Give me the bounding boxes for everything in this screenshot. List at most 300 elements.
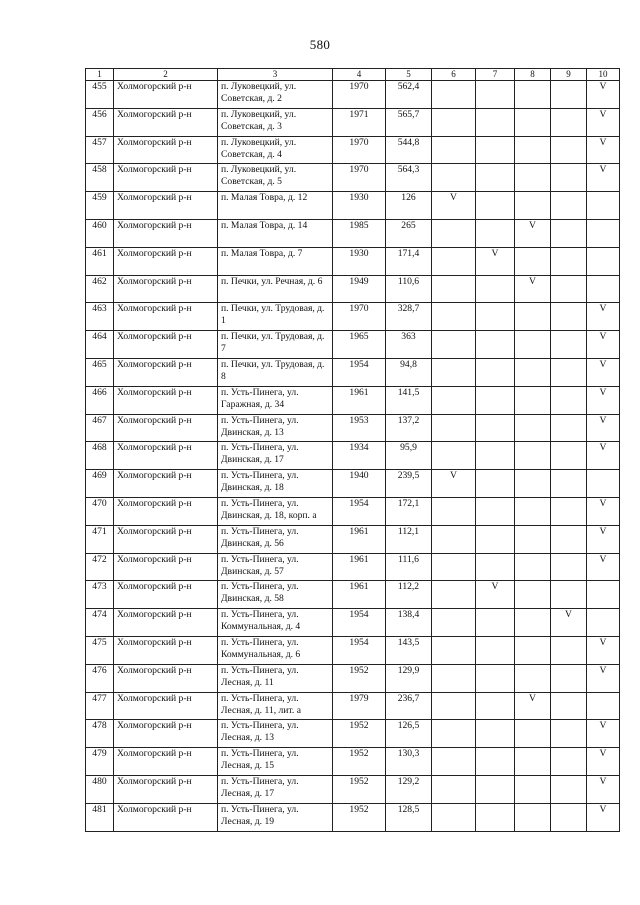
year-cell: 1971 bbox=[333, 108, 386, 136]
year-cell: 1953 bbox=[333, 414, 386, 442]
mark-col-8 bbox=[515, 358, 551, 386]
district-cell: Холмогорский р-н bbox=[114, 609, 218, 637]
area-cell: 239,5 bbox=[386, 470, 432, 498]
mark-col-9 bbox=[551, 247, 587, 275]
year-cell: 1952 bbox=[333, 748, 386, 776]
district-cell: Холмогорский р-н bbox=[114, 775, 218, 803]
mark-col-7: V bbox=[476, 581, 515, 609]
mark-col-8: V bbox=[515, 275, 551, 303]
area-cell: 128,5 bbox=[386, 803, 432, 831]
year-cell: 1952 bbox=[333, 664, 386, 692]
mark-col-6 bbox=[432, 303, 476, 331]
area-cell: 565,7 bbox=[386, 108, 432, 136]
address-cell: п. Усть-Пинега, ул. Коммунальная, д. 4 bbox=[218, 609, 333, 637]
table-row bbox=[86, 553, 620, 581]
page-number: 580 bbox=[309, 37, 331, 52]
mark-col-8 bbox=[515, 164, 551, 192]
mark-col-7 bbox=[476, 108, 515, 136]
area-cell: 141,5 bbox=[386, 386, 432, 414]
row-number: 462 bbox=[86, 275, 114, 303]
district-cell: Холмогорский р-н bbox=[114, 386, 218, 414]
mark-col-8 bbox=[515, 247, 551, 275]
table-row bbox=[86, 470, 620, 498]
district-cell: Холмогорский р-н bbox=[114, 720, 218, 748]
row-number: 458 bbox=[86, 164, 114, 192]
district-cell: Холмогорский р-н bbox=[114, 81, 218, 109]
column-header-3: 3 bbox=[218, 69, 333, 81]
mark-col-9 bbox=[551, 775, 587, 803]
table-row bbox=[86, 247, 620, 275]
mark-col-6 bbox=[432, 386, 476, 414]
mark-col-6 bbox=[432, 609, 476, 637]
row-number: 470 bbox=[86, 497, 114, 525]
district-cell: Холмогорский р-н bbox=[114, 581, 218, 609]
row-number: 463 bbox=[86, 303, 114, 331]
address-cell: п. Луковецкий, ул. Советская, д. 3 bbox=[218, 108, 333, 136]
district-cell: Холмогорский р-н bbox=[114, 108, 218, 136]
mark-col-9 bbox=[551, 581, 587, 609]
mark-col-10: V bbox=[587, 720, 620, 748]
row-number: 476 bbox=[86, 664, 114, 692]
address-cell: п. Усть-Пинега, ул. Лесная, д. 15 bbox=[218, 748, 333, 776]
mark-col-10: V bbox=[587, 358, 620, 386]
mark-col-9 bbox=[551, 470, 587, 498]
area-cell: 172,1 bbox=[386, 497, 432, 525]
mark-col-8 bbox=[515, 470, 551, 498]
area-cell: 129,2 bbox=[386, 775, 432, 803]
mark-col-10: V bbox=[587, 525, 620, 553]
area-cell: 110,6 bbox=[386, 275, 432, 303]
area-cell: 562,4 bbox=[386, 81, 432, 109]
year-cell: 1979 bbox=[333, 692, 386, 720]
row-number: 461 bbox=[86, 247, 114, 275]
mark-col-6 bbox=[432, 497, 476, 525]
year-cell: 1961 bbox=[333, 581, 386, 609]
table-row bbox=[86, 775, 620, 803]
mark-col-10 bbox=[587, 219, 620, 247]
mark-col-9 bbox=[551, 108, 587, 136]
address-cell: п. Печки, ул. Трудовая, д. 1 bbox=[218, 303, 333, 331]
district-cell: Холмогорский р-н bbox=[114, 442, 218, 470]
row-number: 478 bbox=[86, 720, 114, 748]
mark-col-8 bbox=[515, 803, 551, 831]
mark-col-10: V bbox=[587, 497, 620, 525]
mark-col-7 bbox=[476, 386, 515, 414]
mark-col-10: V bbox=[587, 164, 620, 192]
mark-col-8 bbox=[515, 192, 551, 220]
address-cell: п. Малая Товра, д. 12 bbox=[218, 192, 333, 220]
mark-col-8 bbox=[515, 497, 551, 525]
mark-col-8 bbox=[515, 748, 551, 776]
mark-col-9 bbox=[551, 720, 587, 748]
mark-col-9 bbox=[551, 81, 587, 109]
address-cell: п. Усть-Пинега, ул. Двинская, д. 13 bbox=[218, 414, 333, 442]
mark-col-6 bbox=[432, 692, 476, 720]
area-cell: 126,5 bbox=[386, 720, 432, 748]
mark-col-9 bbox=[551, 497, 587, 525]
row-number: 479 bbox=[86, 748, 114, 776]
area-cell: 564,3 bbox=[386, 164, 432, 192]
mark-col-10: V bbox=[587, 108, 620, 136]
row-number: 473 bbox=[86, 581, 114, 609]
mark-col-10: V bbox=[587, 442, 620, 470]
address-cell: п. Усть-Пинега, ул. Лесная, д. 11 bbox=[218, 664, 333, 692]
district-cell: Холмогорский р-н bbox=[114, 247, 218, 275]
mark-col-7 bbox=[476, 81, 515, 109]
year-cell: 1965 bbox=[333, 331, 386, 359]
mark-col-8 bbox=[515, 664, 551, 692]
mark-col-7 bbox=[476, 442, 515, 470]
row-number: 468 bbox=[86, 442, 114, 470]
year-cell: 1954 bbox=[333, 636, 386, 664]
address-cell: п. Луковецкий, ул. Советская, д. 5 bbox=[218, 164, 333, 192]
table-body bbox=[86, 81, 620, 832]
district-cell: Холмогорский р-н bbox=[114, 136, 218, 164]
mark-col-10: V bbox=[587, 553, 620, 581]
mark-col-10: V bbox=[587, 803, 620, 831]
mark-col-9 bbox=[551, 303, 587, 331]
mark-col-7 bbox=[476, 525, 515, 553]
district-cell: Холмогорский р-н bbox=[114, 164, 218, 192]
table-row bbox=[86, 803, 620, 831]
mark-col-8 bbox=[515, 442, 551, 470]
area-cell: 111,6 bbox=[386, 553, 432, 581]
mark-col-7 bbox=[476, 136, 515, 164]
mark-col-8 bbox=[515, 386, 551, 414]
district-cell: Холмогорский р-н bbox=[114, 636, 218, 664]
mark-col-10 bbox=[587, 275, 620, 303]
district-cell: Холмогорский р-н bbox=[114, 275, 218, 303]
mark-col-8 bbox=[515, 581, 551, 609]
row-number: 472 bbox=[86, 553, 114, 581]
table-row bbox=[86, 108, 620, 136]
district-cell: Холмогорский р-н bbox=[114, 358, 218, 386]
table-row bbox=[86, 636, 620, 664]
mark-col-6 bbox=[432, 108, 476, 136]
area-cell: 143,5 bbox=[386, 636, 432, 664]
table-row bbox=[86, 358, 620, 386]
mark-col-9 bbox=[551, 136, 587, 164]
area-cell: 126 bbox=[386, 192, 432, 220]
table-row bbox=[86, 136, 620, 164]
area-cell: 112,2 bbox=[386, 581, 432, 609]
area-cell: 138,4 bbox=[386, 609, 432, 637]
row-number: 475 bbox=[86, 636, 114, 664]
table-row bbox=[86, 525, 620, 553]
address-cell: п. Малая Товра, д. 7 bbox=[218, 247, 333, 275]
mark-col-7 bbox=[476, 775, 515, 803]
mark-col-8: V bbox=[515, 692, 551, 720]
mark-col-9 bbox=[551, 164, 587, 192]
housing-registry-table bbox=[85, 68, 620, 832]
address-cell: п. Усть-Пинега, ул. Двинская, д. 57 bbox=[218, 553, 333, 581]
mark-col-7 bbox=[476, 303, 515, 331]
mark-col-6 bbox=[432, 331, 476, 359]
year-cell: 1930 bbox=[333, 192, 386, 220]
row-number: 460 bbox=[86, 219, 114, 247]
mark-col-7 bbox=[476, 219, 515, 247]
row-number: 477 bbox=[86, 692, 114, 720]
address-cell: п. Усть-Пинега, ул. Лесная, д. 19 bbox=[218, 803, 333, 831]
year-cell: 1930 bbox=[333, 247, 386, 275]
row-number: 464 bbox=[86, 331, 114, 359]
mark-col-6 bbox=[432, 247, 476, 275]
area-cell: 112,1 bbox=[386, 525, 432, 553]
address-cell: п. Печки, ул. Трудовая, д. 8 bbox=[218, 358, 333, 386]
mark-col-7 bbox=[476, 664, 515, 692]
mark-col-7 bbox=[476, 331, 515, 359]
mark-col-6 bbox=[432, 164, 476, 192]
mark-col-9 bbox=[551, 192, 587, 220]
table-row bbox=[86, 664, 620, 692]
mark-col-7: V bbox=[476, 247, 515, 275]
mark-col-8 bbox=[515, 525, 551, 553]
mark-col-8 bbox=[515, 553, 551, 581]
table-row bbox=[86, 219, 620, 247]
area-cell: 328,7 bbox=[386, 303, 432, 331]
mark-col-7 bbox=[476, 470, 515, 498]
year-cell: 1940 bbox=[333, 470, 386, 498]
mark-col-9 bbox=[551, 803, 587, 831]
mark-col-7 bbox=[476, 692, 515, 720]
year-cell: 1954 bbox=[333, 609, 386, 637]
table-row bbox=[86, 192, 620, 220]
address-cell: п. Малая Товра, д. 14 bbox=[218, 219, 333, 247]
mark-col-6: V bbox=[432, 470, 476, 498]
address-cell: п. Усть-Пинега, ул. Двинская, д. 17 bbox=[218, 442, 333, 470]
mark-col-7 bbox=[476, 748, 515, 776]
district-cell: Холмогорский р-н bbox=[114, 497, 218, 525]
area-cell: 137,2 bbox=[386, 414, 432, 442]
row-number: 466 bbox=[86, 386, 114, 414]
mark-col-9 bbox=[551, 358, 587, 386]
mark-col-8 bbox=[515, 331, 551, 359]
mark-col-7 bbox=[476, 803, 515, 831]
year-cell: 1954 bbox=[333, 358, 386, 386]
table-row bbox=[86, 164, 620, 192]
table-row bbox=[86, 81, 620, 109]
row-number: 467 bbox=[86, 414, 114, 442]
area-cell: 95,9 bbox=[386, 442, 432, 470]
year-cell: 1954 bbox=[333, 497, 386, 525]
mark-col-10 bbox=[587, 470, 620, 498]
mark-col-6 bbox=[432, 442, 476, 470]
row-number: 474 bbox=[86, 609, 114, 637]
address-cell: п. Усть-Пинега, ул. Лесная, д. 13 bbox=[218, 720, 333, 748]
mark-col-9 bbox=[551, 692, 587, 720]
mark-col-7 bbox=[476, 358, 515, 386]
mark-col-6 bbox=[432, 748, 476, 776]
address-cell: п. Печки, ул. Трудовая, д. 7 bbox=[218, 331, 333, 359]
district-cell: Холмогорский р-н bbox=[114, 219, 218, 247]
district-cell: Холмогорский р-н bbox=[114, 414, 218, 442]
address-cell: п. Усть-Пинега, ул. Коммунальная, д. 6 bbox=[218, 636, 333, 664]
mark-col-6 bbox=[432, 720, 476, 748]
mark-col-9 bbox=[551, 525, 587, 553]
table-row bbox=[86, 275, 620, 303]
year-cell: 1970 bbox=[333, 303, 386, 331]
mark-col-10 bbox=[587, 581, 620, 609]
column-header-4: 4 bbox=[333, 69, 386, 81]
year-cell: 1961 bbox=[333, 525, 386, 553]
area-cell: 171,4 bbox=[386, 247, 432, 275]
table-header bbox=[86, 69, 620, 81]
address-cell: п. Усть-Пинега, ул. Двинская, д. 18, корп. а bbox=[218, 497, 333, 525]
mark-col-6 bbox=[432, 81, 476, 109]
row-number: 465 bbox=[86, 358, 114, 386]
mark-col-6 bbox=[432, 525, 476, 553]
area-cell: 130,3 bbox=[386, 748, 432, 776]
district-cell: Холмогорский р-н bbox=[114, 470, 218, 498]
address-cell: п. Луковецкий, ул. Советская, д. 4 bbox=[218, 136, 333, 164]
table-row bbox=[86, 442, 620, 470]
mark-col-8 bbox=[515, 303, 551, 331]
row-number: 480 bbox=[86, 775, 114, 803]
mark-col-7 bbox=[476, 164, 515, 192]
mark-col-9 bbox=[551, 386, 587, 414]
mark-col-10: V bbox=[587, 81, 620, 109]
district-cell: Холмогорский р-н bbox=[114, 331, 218, 359]
table-row bbox=[86, 720, 620, 748]
mark-col-6 bbox=[432, 553, 476, 581]
mark-col-9 bbox=[551, 748, 587, 776]
mark-col-6: V bbox=[432, 192, 476, 220]
mark-col-9 bbox=[551, 636, 587, 664]
area-cell: 363 bbox=[386, 331, 432, 359]
year-cell: 1952 bbox=[333, 775, 386, 803]
mark-col-7 bbox=[476, 414, 515, 442]
mark-col-10 bbox=[587, 609, 620, 637]
year-cell: 1949 bbox=[333, 275, 386, 303]
mark-col-6 bbox=[432, 803, 476, 831]
row-number: 471 bbox=[86, 525, 114, 553]
mark-col-8 bbox=[515, 108, 551, 136]
area-cell: 94,8 bbox=[386, 358, 432, 386]
district-cell: Холмогорский р-н bbox=[114, 664, 218, 692]
address-cell: п. Печки, ул. Речная, д. 6 bbox=[218, 275, 333, 303]
column-number-row bbox=[86, 69, 620, 81]
mark-col-8 bbox=[515, 720, 551, 748]
mark-col-7 bbox=[476, 192, 515, 220]
mark-col-8 bbox=[515, 414, 551, 442]
address-cell: п. Усть-Пинега, ул. Двинская, д. 58 bbox=[218, 581, 333, 609]
mark-col-9 bbox=[551, 275, 587, 303]
address-cell: п. Луковецкий, ул. Советская, д. 2 bbox=[218, 81, 333, 109]
mark-col-8 bbox=[515, 81, 551, 109]
column-header-1: 1 bbox=[86, 69, 114, 81]
table-row bbox=[86, 497, 620, 525]
column-header-5: 5 bbox=[386, 69, 432, 81]
mark-col-9: V bbox=[551, 609, 587, 637]
mark-col-8 bbox=[515, 136, 551, 164]
mark-col-9 bbox=[551, 664, 587, 692]
mark-col-7 bbox=[476, 553, 515, 581]
mark-col-6 bbox=[432, 136, 476, 164]
row-number: 469 bbox=[86, 470, 114, 498]
column-header-7: 7 bbox=[476, 69, 515, 81]
table-row bbox=[86, 609, 620, 637]
table-row bbox=[86, 303, 620, 331]
address-cell: п. Усть-Пинега, ул. Лесная, д. 17 bbox=[218, 775, 333, 803]
mark-col-9 bbox=[551, 414, 587, 442]
row-number: 457 bbox=[86, 136, 114, 164]
mark-col-8 bbox=[515, 609, 551, 637]
address-cell: п. Усть-Пинега, ул. Гаражная, д. 34 bbox=[218, 386, 333, 414]
mark-col-8 bbox=[515, 775, 551, 803]
year-cell: 1961 bbox=[333, 553, 386, 581]
mark-col-9 bbox=[551, 442, 587, 470]
mark-col-6 bbox=[432, 358, 476, 386]
mark-col-10: V bbox=[587, 136, 620, 164]
table-row bbox=[86, 748, 620, 776]
district-cell: Холмогорский р-н bbox=[114, 803, 218, 831]
table-row bbox=[86, 331, 620, 359]
mark-col-10: V bbox=[587, 331, 620, 359]
mark-col-10 bbox=[587, 247, 620, 275]
mark-col-6 bbox=[432, 636, 476, 664]
year-cell: 1934 bbox=[333, 442, 386, 470]
district-cell: Холмогорский р-н bbox=[114, 192, 218, 220]
district-cell: Холмогорский р-н bbox=[114, 692, 218, 720]
column-header-10: 10 bbox=[587, 69, 620, 81]
mark-col-7 bbox=[476, 275, 515, 303]
mark-col-9 bbox=[551, 219, 587, 247]
mark-col-10: V bbox=[587, 636, 620, 664]
row-number: 481 bbox=[86, 803, 114, 831]
district-cell: Холмогорский р-н bbox=[114, 553, 218, 581]
year-cell: 1952 bbox=[333, 803, 386, 831]
district-cell: Холмогорский р-н bbox=[114, 525, 218, 553]
column-header-8: 8 bbox=[515, 69, 551, 81]
mark-col-9 bbox=[551, 331, 587, 359]
row-number: 456 bbox=[86, 108, 114, 136]
mark-col-9 bbox=[551, 553, 587, 581]
year-cell: 1961 bbox=[333, 386, 386, 414]
address-cell: п. Усть-Пинега, ул. Лесная, д. 11, лит. а bbox=[218, 692, 333, 720]
district-cell: Холмогорский р-н bbox=[114, 303, 218, 331]
table-row bbox=[86, 581, 620, 609]
mark-col-10: V bbox=[587, 414, 620, 442]
mark-col-7 bbox=[476, 720, 515, 748]
mark-col-6 bbox=[432, 775, 476, 803]
mark-col-10 bbox=[587, 192, 620, 220]
year-cell: 1970 bbox=[333, 164, 386, 192]
column-header-2: 2 bbox=[114, 69, 218, 81]
table-row bbox=[86, 414, 620, 442]
mark-col-10: V bbox=[587, 775, 620, 803]
year-cell: 1970 bbox=[333, 81, 386, 109]
area-cell: 129,9 bbox=[386, 664, 432, 692]
row-number: 459 bbox=[86, 192, 114, 220]
mark-col-7 bbox=[476, 497, 515, 525]
mark-col-6 bbox=[432, 219, 476, 247]
area-cell: 236,7 bbox=[386, 692, 432, 720]
mark-col-7 bbox=[476, 636, 515, 664]
address-cell: п. Усть-Пинега, ул. Двинская, д. 18 bbox=[218, 470, 333, 498]
mark-col-6 bbox=[432, 581, 476, 609]
area-cell: 544,8 bbox=[386, 136, 432, 164]
district-cell: Холмогорский р-н bbox=[114, 748, 218, 776]
mark-col-10: V bbox=[587, 664, 620, 692]
year-cell: 1985 bbox=[333, 219, 386, 247]
mark-col-8: V bbox=[515, 219, 551, 247]
mark-col-10: V bbox=[587, 386, 620, 414]
area-cell: 265 bbox=[386, 219, 432, 247]
mark-col-10: V bbox=[587, 303, 620, 331]
mark-col-10: V bbox=[587, 748, 620, 776]
year-cell: 1952 bbox=[333, 720, 386, 748]
mark-col-6 bbox=[432, 664, 476, 692]
